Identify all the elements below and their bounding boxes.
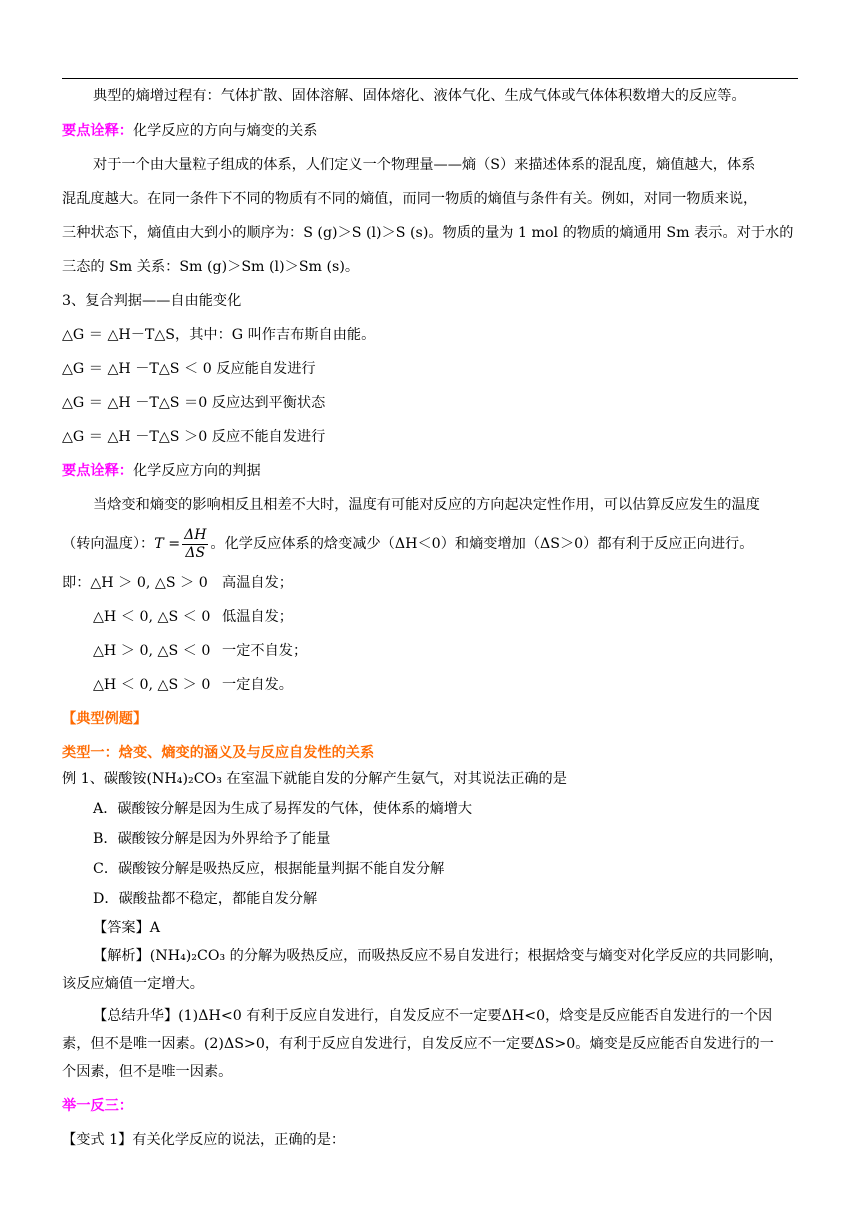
paragraph-entropy-processes: 典型的熵增过程有：气体扩散、固体溶解、固体熔化、液体气化、生成气体或气体体积数增大的反应等。 (93, 88, 746, 104)
rule-result: 高温自发； (222, 575, 293, 591)
practice-heading: 举一反三： (62, 1098, 133, 1114)
formula-nonspontaneous: △G ＝ △H －T△S ＞0 反应不能自发进行 (62, 429, 326, 445)
option-a: A．碳酸铵分解是因为生成了易挥发的气体，使体系的熵增大 (93, 801, 473, 817)
rule-result: 一定自发。 (222, 677, 293, 693)
fraction-denominator: ΔS (185, 544, 206, 561)
example-1-question: 例 1、碳酸铵(NH₄)₂CO₃ 在室温下就能自发的分解产生氨气，对其说法正确的是 (62, 771, 567, 787)
key-point-label: 要点诠释： (62, 463, 133, 479)
key-point-direction (62, 461, 261, 481)
rule-row-2 (93, 607, 293, 627)
paragraph-entropy-def-2: 混乱度越大。在同一条件下不同的物质有不同的熵值，而同一物质的熵值与条件有关。例如，对同一物质来说， (62, 191, 758, 207)
rule-condition: △H ＞ 0, △S ＜ 0 (93, 643, 211, 659)
rule-condition: 即：△H ＞ 0, △S ＞ 0 (62, 575, 208, 591)
paragraph-temperature-2 (62, 525, 753, 563)
paragraph-entropy-def-1: 对于一个由大量粒子组成的体系，人们定义一个物理量——熵（S）来描述体系的混乱度，熵值越大，体系 (93, 157, 756, 173)
rule-row-1 (62, 573, 293, 593)
option-d: D．碳酸盐都不稳定，都能自发分解 (93, 891, 318, 907)
paragraph-entropy-def-3: 三种状态下，熵值由大到小的顺序为：S (g)＞S (l)＞S (s)。物质的量为 1 mol 的物质的熵通用 Sm 表示。对于水的 (62, 225, 794, 241)
option-b: B．碳酸铵分解是因为外界给予了能量 (93, 831, 331, 847)
paragraph-temperature-1: 当焓变和熵变的影响相反且相差不大时，温度有可能对反应的方向起决定性作用，可以估算反应发生的温度 (93, 497, 760, 513)
rule-result: 一定不自发； (222, 643, 308, 659)
analysis-line-2: 该反应熵值一定增大。 (62, 976, 204, 992)
key-point-label: 要点诠释： (62, 123, 133, 139)
rule-condition: △H ＜ 0, △S ＜ 0 (93, 609, 211, 625)
fraction-numerator: ΔH (184, 526, 207, 543)
formula-gibbs: △G ＝ △H－T△S，其中：G 叫作吉布斯自由能。 (62, 327, 376, 343)
type-one-heading: 类型一：焓变、熵变的涵义及与反应自发性的关系 (62, 745, 375, 761)
rule-row-3 (93, 641, 307, 661)
answer: 【答案】A (93, 920, 160, 936)
summary-line-1: 【总结升华】(1)ΔH<0 有利于反应自发进行，自发反应不一定要ΔH<0，焓变是反应能否自发进行的一个因 (93, 1008, 773, 1024)
rule-result: 低温自发； (222, 609, 293, 625)
analysis-line-1: 【解析】(NH₄)₂CO₃ 的分解为吸热反应，而吸热反应不易自发进行；根据焓变与熵变对化学反应的共同影响， (93, 948, 783, 964)
summary-line-3: 个因素，但不是唯一因素。 (62, 1064, 233, 1080)
rule-row-4 (93, 675, 293, 695)
key-point-text: 化学反应的方向与熵变的关系 (132, 123, 318, 139)
typical-examples-heading: 【典型例题】 (62, 711, 148, 727)
formula-equilibrium: △G ＝ △H －T△S ＝0 反应达到平衡状态 (62, 395, 326, 411)
option-c: C．碳酸铵分解是吸热反应，根据能量判据不能自发分解 (93, 861, 445, 877)
summary-line-2: 素，但不是唯一因素。(2)ΔS>0，有利于反应自发进行，自发反应不一定要ΔS>0。熵变是反应能否自发进行的一 (62, 1036, 774, 1052)
header-rule (62, 78, 798, 79)
turning-temp-text: （转向温度）： (62, 536, 155, 552)
rule-condition: △H ＜ 0, △S ＞ 0 (93, 677, 211, 693)
formula-T: T = (154, 536, 181, 552)
paragraph-entropy-def-4: 三态的 Sm 关系：Sm (g)＞Sm (l)＞Sm (s)。 (62, 259, 360, 275)
enthalpy-entropy-text: 。化学反应体系的焓变减少（ΔH＜0）和熵变增加（ΔS＞0）都有利于反应正向进行。 (210, 536, 754, 552)
key-point-text: 化学反应方向的判据 (132, 463, 261, 479)
formula-spontaneous: △G ＝ △H －T△S ＜ 0 反应能自发进行 (62, 361, 316, 377)
section-free-energy: 3、复合判据——自由能变化 (62, 293, 242, 309)
fraction-dh-ds (182, 527, 208, 562)
variant-1: 【变式 1】有关化学反应的说法，正确的是： (62, 1132, 346, 1148)
key-point-entropy (62, 121, 317, 141)
